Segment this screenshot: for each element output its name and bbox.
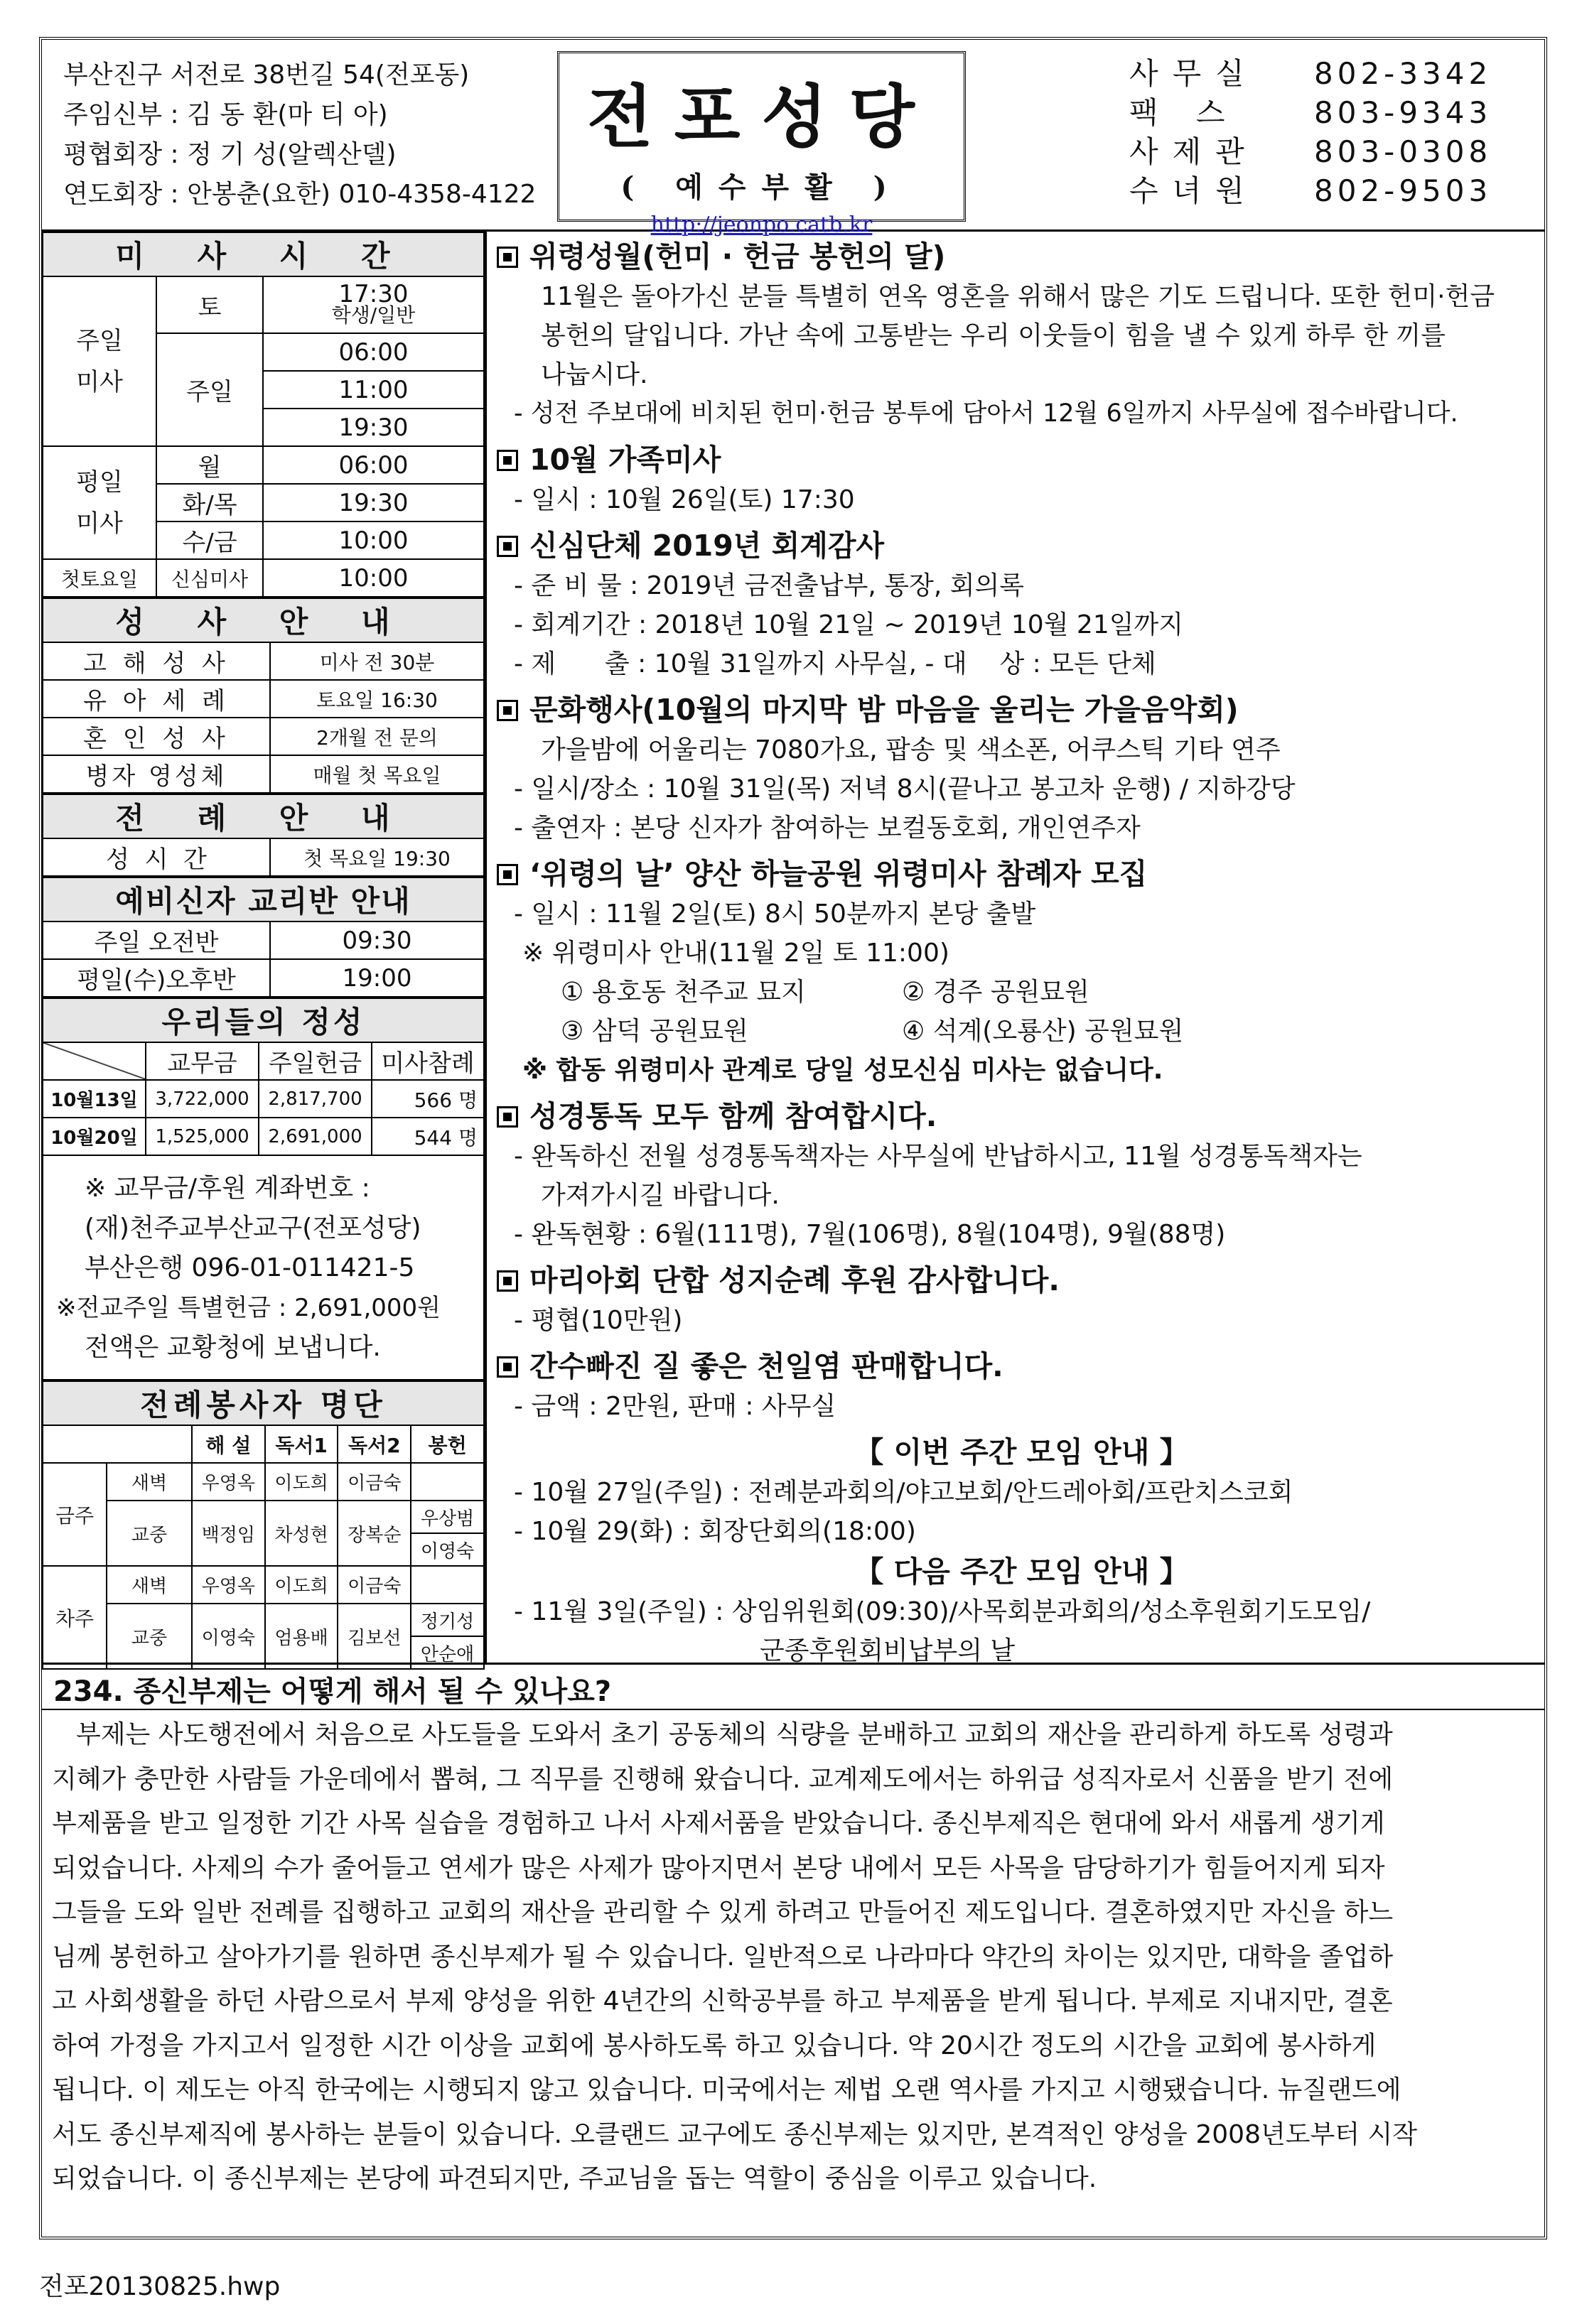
contact-row bbox=[1129, 93, 1492, 132]
servers-heading: 전례봉사자 명단 bbox=[43, 1381, 484, 1425]
contact-number: 802-9503 bbox=[1314, 173, 1492, 208]
servers-col: 봉헌 bbox=[411, 1425, 484, 1463]
special-offering-note: 전액은 교황청에 보냅니다. bbox=[85, 1333, 381, 1362]
notice-line: 나눕시다. bbox=[541, 360, 648, 389]
server-name: 우상범 bbox=[411, 1501, 484, 1533]
notice-line: - 성전 주보대에 비치된 헌미·헌금 봉투에 담아서 12월 6일까지 사무실에 접수바랍니다. bbox=[514, 399, 1458, 428]
account-info bbox=[42, 1156, 485, 1380]
qa-line: 부제는 사도행전에서 처음으로 사도들을 도와서 초기 공동체의 식량을 분배하고 교회의 재산을 관리하게 하도록 성령과 bbox=[76, 1720, 1393, 1749]
notices-column bbox=[487, 232, 1546, 1663]
notice-line: - 출연자 : 본당 신자가 참여하는 보컬동호회, 개인연주자 bbox=[514, 814, 1141, 843]
notice-title: 10월 가족미사 bbox=[497, 439, 1546, 480]
contact-row bbox=[1129, 54, 1492, 93]
saturday-note: 학생/일반 bbox=[331, 303, 416, 327]
sacrament-info: 토요일 16:30 bbox=[270, 680, 484, 718]
account-number: 부산은행 096-01-011421-5 bbox=[85, 1253, 415, 1282]
class-name: 평일(수)오후반 bbox=[43, 959, 270, 997]
qa-section bbox=[42, 1663, 1544, 2239]
server-name: 이도희 bbox=[265, 1566, 338, 1604]
contact-label: 수녀원 bbox=[1129, 173, 1259, 208]
server-name bbox=[411, 1566, 484, 1604]
contact-label: 사무실 bbox=[1129, 56, 1259, 91]
class-time: 19:00 bbox=[270, 959, 484, 997]
sunday-label: 주일 bbox=[156, 333, 263, 446]
offering-heading: 우리들의 정성 bbox=[43, 998, 484, 1042]
server-name: 이영숙 bbox=[192, 1604, 265, 1669]
servers-col: 해 설 bbox=[192, 1425, 265, 1463]
sacrament-name: 고 해 성 사 bbox=[43, 642, 270, 680]
notice-line: - 완독현황 : 6월(111명), 7월(106명), 8월(104명), 9월(88명) bbox=[514, 1220, 1226, 1249]
this-week-label: 금주 bbox=[43, 1463, 107, 1566]
server-name: 이영숙 bbox=[411, 1533, 484, 1566]
notice-line: - 금액 : 2만원, 판매 : 사무실 bbox=[514, 1392, 836, 1421]
website-link[interactable]: http://jeonpo.catb.kr bbox=[650, 212, 873, 237]
contact-label: 사제관 bbox=[1129, 134, 1259, 169]
class-time: 09:30 bbox=[270, 922, 484, 959]
notice-line: - 일시 : 11월 2일(토) 8시 50분까지 본당 출발 bbox=[514, 899, 1036, 929]
holy-hour-time: 첫 목요일 19:30 bbox=[270, 838, 484, 876]
contact-label: 팩 스 bbox=[1129, 95, 1239, 130]
sunday-time: 19:30 bbox=[263, 409, 484, 446]
contact-row bbox=[1129, 132, 1492, 171]
notice-line: 11월은 돌아가신 분들 특별히 연옥 영혼을 위해서 많은 기도 드립니다. 또한 헌미·헌금 bbox=[541, 282, 1495, 311]
notice-line: - 제 출 : 10월 31일까지 사무실, - 대 상 : 모든 단체 bbox=[514, 649, 1156, 679]
server-name: 이도희 bbox=[265, 1463, 338, 1501]
left-column bbox=[42, 232, 487, 1663]
attendance: 566 명 bbox=[372, 1080, 484, 1118]
account-holder: (재)천주교부산교구(전포성당) bbox=[85, 1214, 421, 1243]
liturgy-heading: 전 례 안 내 bbox=[43, 794, 484, 838]
meeting-line: 군종후원회비납부의 날 bbox=[760, 1636, 1016, 1665]
weekday-time: 06:00 bbox=[263, 446, 484, 484]
sunday-subtitle: ( 예수부활 ) bbox=[620, 171, 903, 204]
sacrament-info: 매월 첫 목요일 bbox=[270, 755, 484, 793]
qa-line: 서도 종신부제직에 봉사하는 분들이 있습니다. 오클랜드 교구에도 종신부제는 있지만, 본격적인 양성을 2008년도부터 시작 bbox=[52, 2119, 1418, 2149]
sacrament-table bbox=[42, 598, 485, 794]
square-bullet-icon bbox=[497, 536, 518, 557]
square-bullet-icon bbox=[497, 247, 518, 268]
pastor: 주임신부 : 김 동 환(마 티 아) bbox=[63, 100, 388, 129]
sacrament-name: 유 아 세 례 bbox=[43, 680, 270, 718]
notice-line: 봉헌의 달입니다. 가난 속에 고통받는 우리 이웃들이 힘을 낼 수 있게 하루 한 끼를 bbox=[541, 321, 1446, 350]
notice-line: 가을밤에 어울리는 7080가요, 팝송 및 색소폰, 어쿠스틱 기타 연주 bbox=[541, 735, 1281, 764]
server-name: 장복순 bbox=[338, 1501, 411, 1566]
notice-line: - 일시 : 10월 26일(토) 17:30 bbox=[514, 485, 855, 514]
offering-amount: 2,691,000 bbox=[259, 1118, 372, 1155]
parish-title: 전포성당 bbox=[587, 77, 936, 157]
council-president: 평협회장 : 정 기 성(알렉산델) bbox=[63, 140, 397, 169]
this-week-meetings-heading: 【 이번 주간 모임 안내 】 bbox=[854, 1435, 1189, 1469]
bulletin-frame bbox=[39, 37, 1547, 2239]
server-name: 우영옥 bbox=[192, 1463, 265, 1501]
holy-hour-label: 성 시 간 bbox=[43, 838, 270, 876]
notice-item bbox=[497, 689, 1546, 848]
qa-line: 됩니다. 이 제도는 아직 한국에는 시행되지 않고 있습니다. 미국에서는 제법 오랜 역사를 가지고 시행됐습니다. 뉴질랜드에 bbox=[52, 2075, 1401, 2104]
sunday-time: 11:00 bbox=[263, 371, 484, 409]
mass-heading: 미 사 시 간 bbox=[43, 232, 484, 276]
qa-line: 되었습니다. 이 종신부제는 본당에 파견되지만, 주교님을 돕는 역할이 중심을 이루고 있습니다. bbox=[52, 2164, 1097, 2193]
meeting-line: - 10월 29(화) : 회장단회의(18:00) bbox=[514, 1517, 916, 1546]
meeting-line: - 11월 3일(주일) : 상임위원회(09:30)/사목회분과회의/성소후원회기도모임/ bbox=[514, 1597, 1371, 1626]
meeting-line: - 10월 27일(주일) : 전례분과회의/야고보회/안드레아회/프란치스코회 bbox=[514, 1478, 1293, 1507]
next-week-meetings-heading: 【 다음 주간 모임 안내 】 bbox=[854, 1555, 1189, 1589]
qa-line: 고 사회생활을 하던 사람으로서 부제 양성을 위한 4년간의 신학공부를 하고 부제품을 받게 됩니다. 부제로 지내지만, 결혼 bbox=[52, 1987, 1393, 2016]
notice-item bbox=[497, 853, 1546, 1090]
offering-col: 미사참례 bbox=[372, 1042, 484, 1080]
notice-line: - 일시/장소 : 10월 31일(목) 저녁 8시(끝나고 봉고차 운행) / 지하강당 bbox=[514, 774, 1296, 804]
dawn-label: 새벽 bbox=[107, 1463, 192, 1501]
notice-title: 신심단체 2019년 회계감사 bbox=[497, 525, 1546, 566]
cemetery: ④ 석계(오룡산) 공원묘원 bbox=[902, 1017, 1184, 1046]
dawn-label: 새벽 bbox=[107, 1566, 192, 1604]
notice-line: - 평협(10만원) bbox=[514, 1306, 683, 1335]
servers-col: 독서2 bbox=[338, 1425, 411, 1463]
diagonal-cell bbox=[43, 1042, 146, 1080]
server-name bbox=[411, 1463, 484, 1501]
sacrament-name: 병자 영성체 bbox=[43, 755, 270, 793]
sacrament-name: 혼 인 성 사 bbox=[43, 718, 270, 755]
server-name: 차성현 bbox=[265, 1501, 338, 1566]
server-name: 엄용배 bbox=[265, 1604, 338, 1669]
account-title: ※ 교무금/후원 계좌번호 : bbox=[85, 1174, 370, 1203]
weekday-day: 수/금 bbox=[156, 521, 263, 559]
first-saturday-mass: 신심미사 bbox=[156, 559, 263, 597]
notice-line: - 완독하신 전월 성경통독책자는 사무실에 반납하시고, 11월 성경통독책자는 bbox=[514, 1142, 1362, 1171]
qa-line: 되었습니다. 사제의 수가 줄어들고 연세가 많은 사제가 많아지면서 본당 내에서 모든 사목을 담당하기가 힘들어지게 되자 bbox=[52, 1853, 1385, 1883]
mass-cancel-note: ※ 합동 위령미사 관계로 당일 성모신심 미사는 없습니다. bbox=[522, 1056, 1163, 1085]
saturday-time: 17:30 bbox=[338, 280, 409, 308]
qa-line: 부제품을 받고 일정한 기간 사목 실습을 경험하고 나서 사제서품을 받았습니다. 종신부제직은 현대에 와서 새롭게 생기게 bbox=[52, 1809, 1385, 1838]
mass-schedule-table bbox=[42, 232, 485, 598]
header bbox=[42, 40, 1544, 237]
sacrament-heading: 성 사 안 내 bbox=[43, 598, 484, 642]
contact-list bbox=[1129, 54, 1492, 210]
contact-number: 802-3342 bbox=[1314, 56, 1492, 91]
main-mass-label: 교중 bbox=[107, 1501, 192, 1566]
sacrament-info: 미사 전 30분 bbox=[270, 642, 484, 680]
notice-item bbox=[497, 1346, 1546, 1426]
catechumen-heading: 예비신자 교리반 안내 bbox=[43, 877, 484, 922]
next-week-label: 차주 bbox=[43, 1566, 107, 1669]
weekday-mass-label: 평일 미사 bbox=[43, 446, 156, 559]
address: 부산진구 서전로 38번길 54(전포동) bbox=[63, 60, 470, 90]
notice-item bbox=[497, 439, 1546, 519]
offering-table bbox=[42, 998, 485, 1156]
cemetery: ① 용호동 천주교 묘지 bbox=[561, 978, 806, 1007]
cemetery-row bbox=[497, 1012, 1546, 1051]
special-offering: ※전교주일 특별헌금 : 2,691,000원 bbox=[56, 1294, 441, 1322]
offering-amount: 2,817,700 bbox=[259, 1080, 372, 1118]
qa-title: 234. 종신부제는 어떻게 해서 될 수 있나요? bbox=[42, 1665, 1544, 1710]
server-name: 정기성 bbox=[411, 1604, 484, 1636]
server-name: 이금숙 bbox=[338, 1566, 411, 1604]
square-bullet-icon bbox=[497, 1106, 518, 1128]
notice-line: 가져가시길 바랍니다. bbox=[541, 1181, 780, 1210]
server-name: 우영옥 bbox=[192, 1566, 265, 1604]
server-name: 이금숙 bbox=[338, 1463, 411, 1501]
weekday-day: 화/목 bbox=[156, 484, 263, 521]
cemetery: ② 경주 공원묘원 bbox=[902, 978, 1089, 1007]
title-box bbox=[557, 51, 966, 237]
notice-line: ※ 위령미사 안내(11월 2일 토 11:00) bbox=[522, 939, 949, 968]
qa-line: 하여 가정을 가지고서 일정한 시간 이상을 교회에 봉사하도록 하고 있습니다. 약 20시간 정도의 시간을 교회에 봉사하게 bbox=[52, 2031, 1377, 2060]
notice-line: - 준 비 물 : 2019년 금전출납부, 통장, 회의록 bbox=[514, 571, 1025, 600]
contact-row bbox=[1129, 171, 1492, 210]
contact-number: 803-0308 bbox=[1314, 134, 1492, 169]
offering-col: 주일헌금 bbox=[259, 1042, 372, 1080]
servers-col: 독서1 bbox=[265, 1425, 338, 1463]
catechumen-table bbox=[42, 877, 485, 998]
class-name: 주일 오전반 bbox=[43, 922, 270, 959]
offering-amount: 3,722,000 bbox=[146, 1080, 259, 1118]
cemetery: ③ 삼덕 공원묘원 bbox=[561, 1017, 748, 1046]
qa-line: 지혜가 충만한 사람들 가운데에서 뽑혀, 그 직무를 진행해 왔습니다. 교계제도에서는 하위급 성직자로서 신품을 받기 전에 bbox=[52, 1764, 1394, 1794]
liturgy-table bbox=[42, 794, 485, 877]
qa-body bbox=[42, 1710, 1544, 2202]
weekday-time: 10:00 bbox=[263, 521, 484, 559]
square-bullet-icon bbox=[497, 1270, 518, 1292]
sacrament-info: 2개월 전 문의 bbox=[270, 718, 484, 755]
main-mass-label: 교중 bbox=[107, 1604, 192, 1669]
offering-amount: 1,525,000 bbox=[146, 1118, 259, 1155]
notice-item bbox=[497, 236, 1546, 433]
yeondo-president: 연도회장 : 안봉춘(요한) 010-4358-4122 bbox=[63, 180, 537, 209]
server-name: 안순애 bbox=[411, 1636, 484, 1669]
square-bullet-icon bbox=[497, 1356, 518, 1378]
file-name: 전포20130825.hwp bbox=[39, 2272, 281, 2301]
notice-title: 간수빠진 질 좋은 천일염 판매합니다. bbox=[497, 1346, 1546, 1387]
weekday-time: 19:30 bbox=[263, 484, 484, 521]
notice-title: 문화행사(10월의 마지막 밤 마음을 울리는 가을음악회) bbox=[497, 689, 1546, 730]
square-bullet-icon bbox=[497, 864, 518, 885]
first-saturday-label: 첫토요일 bbox=[43, 559, 156, 597]
offering-col: 교무금 bbox=[146, 1042, 259, 1080]
notice-title: ‘위령의 날’ 양산 하늘공원 위령미사 참례자 모집 bbox=[497, 853, 1546, 895]
cemetery-row bbox=[497, 973, 1546, 1012]
notice-item bbox=[497, 525, 1546, 683]
sunday-time: 06:00 bbox=[263, 333, 484, 371]
notice-title: 성경통독 모두 함께 참여합시다. bbox=[497, 1096, 1546, 1137]
server-name: 백정임 bbox=[192, 1501, 265, 1566]
notice-title: 위령성월(헌미 · 헌금 봉헌의 달) bbox=[497, 236, 1546, 277]
notice-title: 마리아회 단합 성지순례 후원 감사합니다. bbox=[497, 1260, 1546, 1301]
qa-line: 그들을 도와 일반 전례를 집행하고 교회의 재산을 관리할 수 있게 하려고 만들어진 제도입니다. 결혼하였지만 자신을 하느 bbox=[52, 1898, 1394, 1927]
server-name: 김보선 bbox=[338, 1604, 411, 1669]
notice-line: - 회계기간 : 2018년 10월 21일 ~ 2019년 10월 21일까지 bbox=[514, 610, 1184, 639]
square-bullet-icon bbox=[497, 700, 518, 721]
first-saturday-time: 10:00 bbox=[263, 559, 484, 597]
offering-date: 10월13일 bbox=[43, 1080, 146, 1118]
servers-table bbox=[42, 1380, 485, 1670]
notice-item bbox=[497, 1260, 1546, 1340]
attendance: 544 명 bbox=[372, 1118, 484, 1155]
contact-number: 803-9343 bbox=[1314, 95, 1492, 130]
parish-info bbox=[63, 55, 536, 215]
weekday-day: 월 bbox=[156, 446, 263, 484]
sunday-mass-label: 주일 미사 bbox=[43, 276, 156, 446]
qa-line: 님께 봉헌하고 살아가기를 원하면 종신부제가 될 수 있습니다. 일반적으로 나라마다 약간의 차이는 있지만, 대학을 졸업하 bbox=[52, 1942, 1394, 1972]
square-bullet-icon bbox=[497, 450, 518, 471]
notice-item bbox=[497, 1096, 1546, 1254]
offering-date: 10월20일 bbox=[43, 1118, 146, 1155]
saturday-label: 토 bbox=[156, 276, 263, 333]
